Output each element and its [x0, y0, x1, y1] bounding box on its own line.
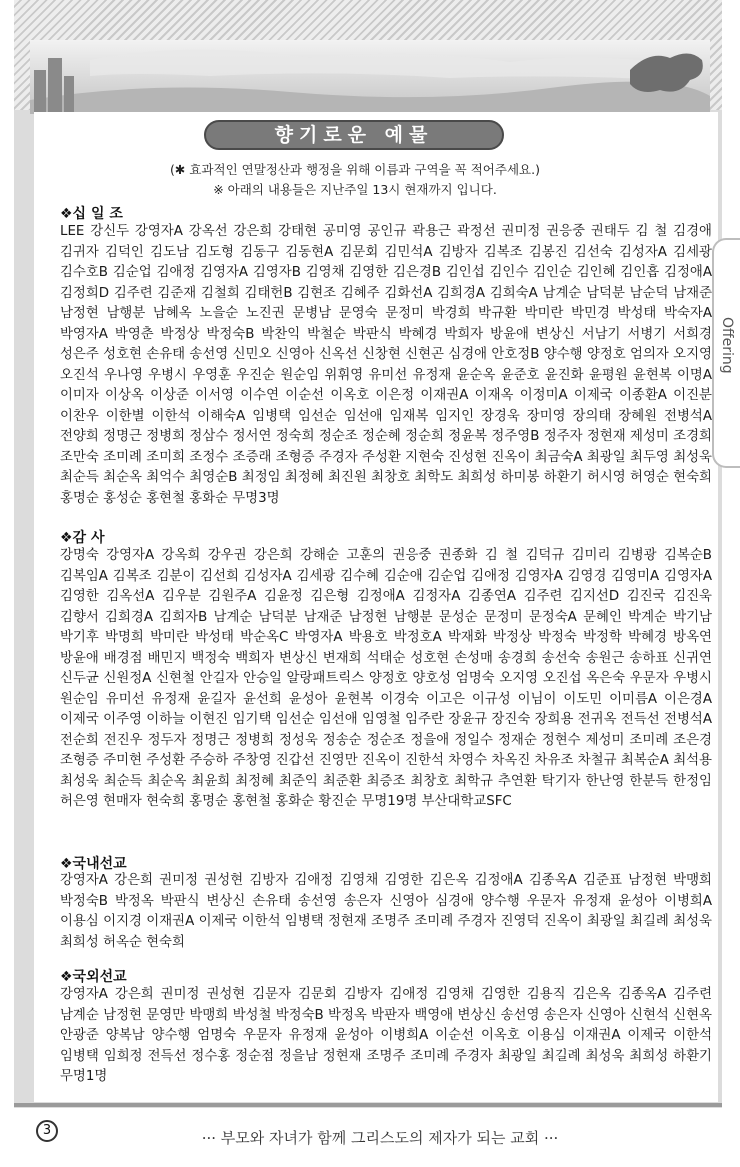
footer-divider — [14, 1103, 722, 1107]
notice-line-1: (✱ 효과적인 연말정산과 행정을 위해 이름과 구역을 꼭 적어주세요.) — [170, 162, 540, 177]
section-title-domestic-mission: ❖국내선교 — [60, 856, 127, 872]
section-title-thanks: ❖감 사 — [60, 530, 105, 546]
header-banner-illustration — [30, 40, 710, 114]
section-title-overseas-mission: ❖국외선교 — [60, 969, 127, 985]
section-names-domestic-mission: 강영자A 강은희 권미정 권성현 김방자 김애정 김영채 김영한 김은옥 김정애A 김종옥A 김준표 남정현 박맹희 박정숙B 박정옥 박판식 변상신 손유태 송선영 송은자 신영아 심경애 양수행 우문자 유정재 윤성아 이병희A 이용심 이지경 이재권A 이제국 이한석 임병택 정현재 조명주 조미례 주경자 진영덕 진옥이 최광일 최길례 최성욱 최희성 허옥순 현숙희 — [60, 873, 712, 950]
section-title-tithe: ❖십 일 조 — [60, 206, 123, 222]
section-names-tithe: LEE 강신두 강영자A 강옥선 강은희 강태현 공미영 공인규 곽용근 곽정선 권미정 권응중 권태두 김 철 김경애 김귀자 김덕인 김도남 김도형 김동구 김동현A 김문회 김민석A 김방자 김복조 김봉진 김선숙 김성자A 김세광 김수호B 김순업 김애정 김영자A 김영자B 김영채 김영한 김은경B 김인섭 김인수 김인순 김인혜 김인흡 김정애A 김정희D 김주련 김준재 김철희 김태헌B 김현조 김혜주 김화선A 김희경A 김희숙A 남계순 남덕분 남순덕 남재준 남정현 남행분 남혜옥 노을순 노진권 문병남 문영숙 문정미 박경희 박규환 박미란 박민경 박성태 박숙자A 박영자A 박영춘 박정상 박정숙B 박찬익 박철순 박판식 박혜경 박희자 방윤애 변상신 서남기 서병기 서희경 성은주 성호현 손유태 송선영 신민오 신영아 신옥선 신창현 신현곤 심경애 안호정B 양수행 양정호 엄의자 오지영 오진석 우나영 우병시 우영훈 우진순 원순임 위휘영 유미선 유정재 윤순옥 윤준호 윤진화 윤평원 윤현복 이명A 이미자 이상옥 이상준 이서영 이수연 이순선 이옥호 이은정 이재권A 이재옥 이정미A 이제국 이종환A 이진분 이찬우 이한별 이한석 이해숙A 임병택 임선순 임선애 임재복 임지인 장경욱 장미영 장의태 장혜원 전병석A 전양희 정명근 정병희 정삼수 정서연 정숙희 정순조 정순혜 정순희 정윤복 정주영B 정주자 정현재 제성미 조경희 조만숙 조미례 조미희 조정수 조증래 조형증 주경자 주성환 지현숙 진성현 진옥이 최금숙A 최광일 최두영 최성욱 최순득 최순옥 최억수 최영순B 최정임 최정혜 최진원 최창호 최학도 최희성 하미봉 하환기 허시영 허영순 현숙희 홍명순 홍성순 홍현철 홍화순 무명3명 — [60, 224, 712, 506]
page-title: 향기로운 예물 — [204, 120, 504, 150]
section-names-thanks: 강명숙 강영자A 강옥희 강우권 강은희 강해순 고훈의 권응중 권종화 김 철 김덕규 김미리 김병광 김복순B 김복임A 김복조 김분이 김선희 김성자A 김세광 김수혜 김순애 김순업 김애정 김영자A 김영경 김영미A 김영자A 김영한 김옥선A 김우분 김원주A 김윤정 김은형 김정애A 김정자A 김종연A 김주련 김지선D 김진국 김진욱 김향서 김희경A 김희자B 남계순 남덕분 남재준 남정현 남행분 문성순 문정미 문정숙A 문혜인 박계순 박기남 박기후 박명희 박미란 박성태 박순옥C 박영자A 박용호 박정호A 박재화 박정상 박정숙 박정학 박혜경 방옥연 방윤애 배경점 배민지 백정숙 백희자 변상신 변재희 석태순 성호현 손성매 송경희 송선숙 송원근 송하표 신귀연 신두균 신원정A 신현철 안길자 안승일 알랑패트릭스 양정호 양호성 엄명숙 오지영 오진섭 옥은숙 우문자 우병시 원순임 유미선 유정재 윤길자 윤선희 윤성아 윤현복 이경숙 이고은 이규성 이님이 이도민 이미름A 이은경A 이제국 이주영 이하늘 이현진 임기택 임선순 임선애 임영철 임주란 장윤규 장진숙 장희용 전귀옥 전득선 전병석A 전순희 전진우 정두자 정명근 정병희 정성욱 정송순 정순조 정을애 정일수 정재순 정현수 제성미 조미례 조은경 조형증 주미현 주성환 주승하 주창영 진갑선 진영만 진옥이 진한석 차영수 차옥진 차유조 차철규 최복순A 최석용 최성욱 최순득 최순옥 최윤희 최정혜 최준익 최준환 최증조 최창호 최학규 추연환 탁기자 한난영 한분득 한정임 허은영 현매자 현숙희 홍명순 홍현철 홍화순 황진순 무명19명 부산대학교SFC — [60, 548, 712, 809]
section-names-overseas-mission: 강영자A 강은희 권미정 권성현 김문자 김문회 김방자 김애정 김영채 김영한 김용직 김은옥 김종옥A 김주련 남계순 남정현 문영만 박맹희 박성철 박정숙B 박정옥 박판자 백영애 변상신 송선영 송은자 신영아 신현석 신현옥 안광준 양복남 양수행 엄명숙 우문자 유정재 윤성아 이병희A 이순선 이옥호 이용심 이재권A 이제국 이한석 임병택 임희정 전득선 정수홍 정순점 정을남 정현재 조명주 조미례 주경자 최광일 최길례 최성욱 최희성 하환기 무명1명 — [60, 987, 712, 1084]
page-number-badge: 3 — [36, 1120, 58, 1142]
side-tab-label: Offering — [719, 316, 735, 374]
notice-line-2: ※ 아래의 내용들은 지난주일 13시 현재까지 입니다. — [213, 182, 497, 197]
footer-tagline: ··· 부모와 자녀가 함께 그리스도의 제자가 되는 교회 ··· — [201, 1129, 559, 1147]
